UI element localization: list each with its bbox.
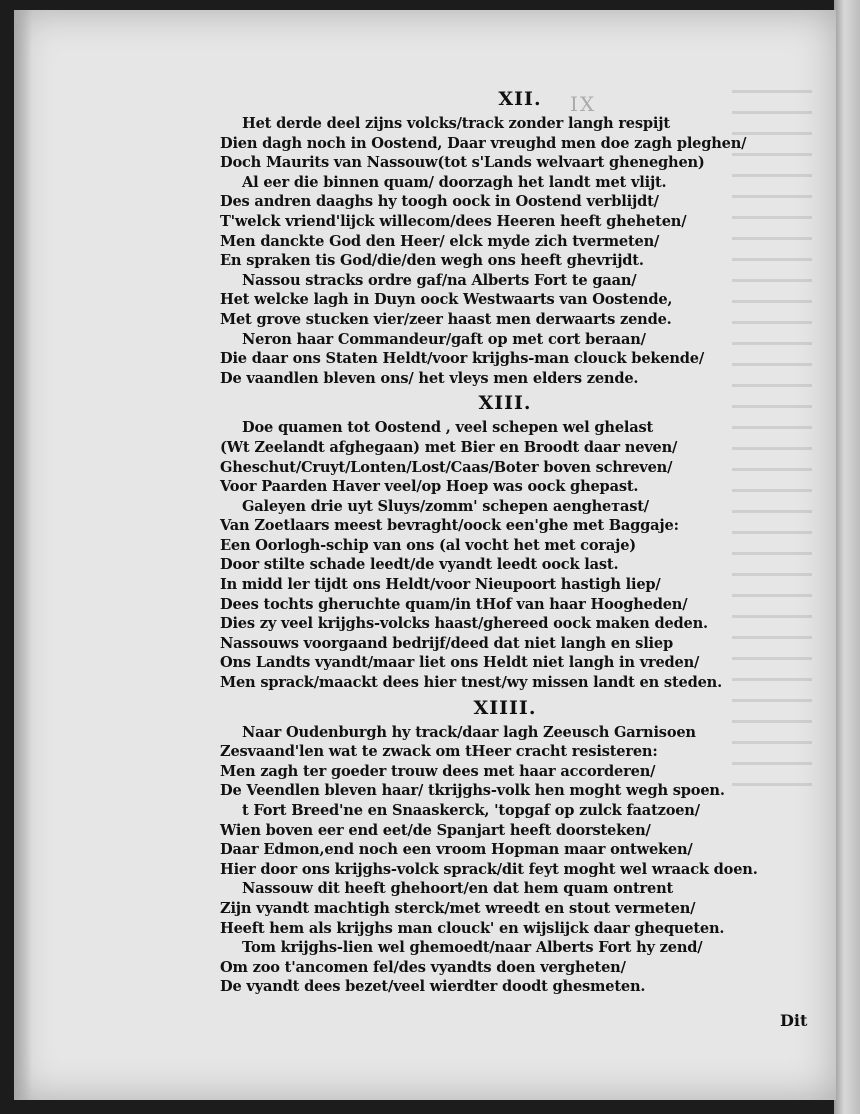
verse-line: Al eer die binnen quam/ doorzagh het landt met vlijt. (242, 173, 667, 191)
verse-line: Met grove stucken vier/zeer haast men derwaarts zende. (220, 310, 672, 328)
page-gutter (14, 10, 32, 1100)
verse-line: Ons Landts vyandt/maar liet ons Heldt niet langh in vreden/ (220, 654, 700, 672)
verse-line: In midd ler tijdt ons Heldt/voor Nieupoort hastigh liep/ (220, 576, 661, 594)
verse-line: Het welcke lagh in Duyn oock Westwaarts van Oostende, (220, 291, 673, 309)
verse-line: Hier door ons krijghs-volck sprack/dit feyt moght wel wraack doen. (220, 860, 758, 878)
book-edge (834, 0, 860, 1114)
verse-line: Neron haar Commandeur/gaft op met cort beraan/ (242, 330, 646, 348)
stanza-heading: XII. (498, 88, 542, 110)
verse-line: Daar Edmon,end noch een vroom Hopman maar ontweken/ (220, 841, 693, 859)
verse-line: Des andren daaghs hy toogh oock in Oostend verblijdt/ (220, 193, 659, 211)
poem-body (220, 84, 790, 997)
stanza (220, 723, 790, 997)
verse-line: Men danckte God den Heer/ elck myde zich tvermeten/ (220, 232, 660, 250)
verse-line: Om zoo t'ancomen fel/des vyandts doen vergheten/ (220, 958, 626, 976)
verse-line: Van Zoetlaars meest bevraght/oock een'ghe met Baggaje: (220, 517, 679, 535)
verse-line: En spraken tis God/die/den wegh ons heeft ghevrijdt. (220, 252, 644, 270)
verse-line: Naar Oudenburgh hy track/daar lagh Zeeusch Garnisoen (242, 723, 696, 741)
verse-line: t Fort Breed'ne en Snaaskerck, 'topgaf op zulck faatzoen/ (242, 802, 700, 819)
catchword: Dit (780, 1011, 808, 1030)
verse-line: Dien dagh noch in Oostend, Daar vreughd men doe zagh pleghen/ (220, 134, 747, 152)
verse-line: Doch Maurits van Nassouw(tot s'Lands welvaart gheneghen) (220, 154, 705, 172)
verse-line: Voor Paarden Haver veel/op Hoep was oock ghepast. (220, 478, 639, 496)
stanza-heading: XIIII. (473, 696, 537, 719)
verse-line: Doe quamen tot Oostend , veel schepen wel ghelast (242, 419, 654, 437)
show-through-numeral: IX (570, 92, 597, 116)
verse-line: Men zagh ter goeder trouw dees met haar accorderen/ (220, 762, 656, 780)
stanza-heading: XIII. (478, 392, 532, 415)
verse-line: Tom krijghs-lien wel ghemoedt/naar Alberts Fort hy zend/ (242, 939, 703, 957)
verse-line: Dees tochts gheruchte quam/in tHof van haar Hoogheden/ (220, 595, 688, 613)
verse-line: Wien boven eer end eet/de Spanjart heeft doorsteken/ (220, 821, 651, 839)
verse-line: Nassou stracks ordre gaf/na Alberts Fort te gaan/ (242, 271, 637, 289)
verse-line: De vaandlen bleven ons/ het vleys men elders zende. (220, 369, 639, 387)
verse-line: Het derde deel zijns volcks/track zonder langh respijt (242, 115, 670, 132)
verse-line: Zijn vyandt machtigh sterck/met wreedt en stout vermeten/ (220, 899, 696, 917)
verse-line: Door stilte schade leedt/de vyandt leedt oock last. (220, 556, 619, 574)
verse-line: De Veendlen bleven haar/ tkrijghs-volk hen moght wegh spoen. (220, 782, 725, 800)
verse-line: (Wt Zeelandt afghegaan) met Bier en Broodt daar neven/ (220, 438, 678, 456)
verse-line: T'welck vriend'lijck willecom/dees Heeren heeft gheheten/ (220, 212, 687, 230)
verse-line: Nassouw dit heeft ghehoort/en dat hem quam ontrent (242, 880, 674, 898)
verse-line: De vyandt dees bezet/veel wierdter doodt ghesmeten. (220, 978, 646, 996)
verse-line: Galeyen drie uyt Sluys/zomm' schepen aengheтast/ (242, 497, 649, 515)
verse-line: Nassouws voorgaand bedrijf/deed dat niet langh en sliep (220, 634, 673, 652)
verse-line: Heeft hem als krijghs man clouck' en wijslijck daar ghequeten. (220, 919, 725, 937)
verse-line: Men sprack/maackt dees hier tnest/wy missen landt en steden. (220, 674, 722, 692)
stanza (220, 418, 790, 692)
verse-line: Dies zy veel krijghs-volcks haast/ghereed oock maken deden. (220, 615, 708, 633)
verse-line: Gheschut/Cruyt/Lonten/Lost/Caas/Boter boven schreven/ (220, 458, 673, 476)
stanza (220, 114, 790, 388)
verse-line: Die daar ons Staten Heldt/voor krijghs-man clouck bekende/ (220, 350, 705, 368)
verse-line: Een Oorlogh-schip van ons (al vocht het met coraje) (220, 536, 637, 554)
verse-line: Zesvaand'len wat te zwack om tHeer cracht resisteren: (220, 743, 658, 761)
